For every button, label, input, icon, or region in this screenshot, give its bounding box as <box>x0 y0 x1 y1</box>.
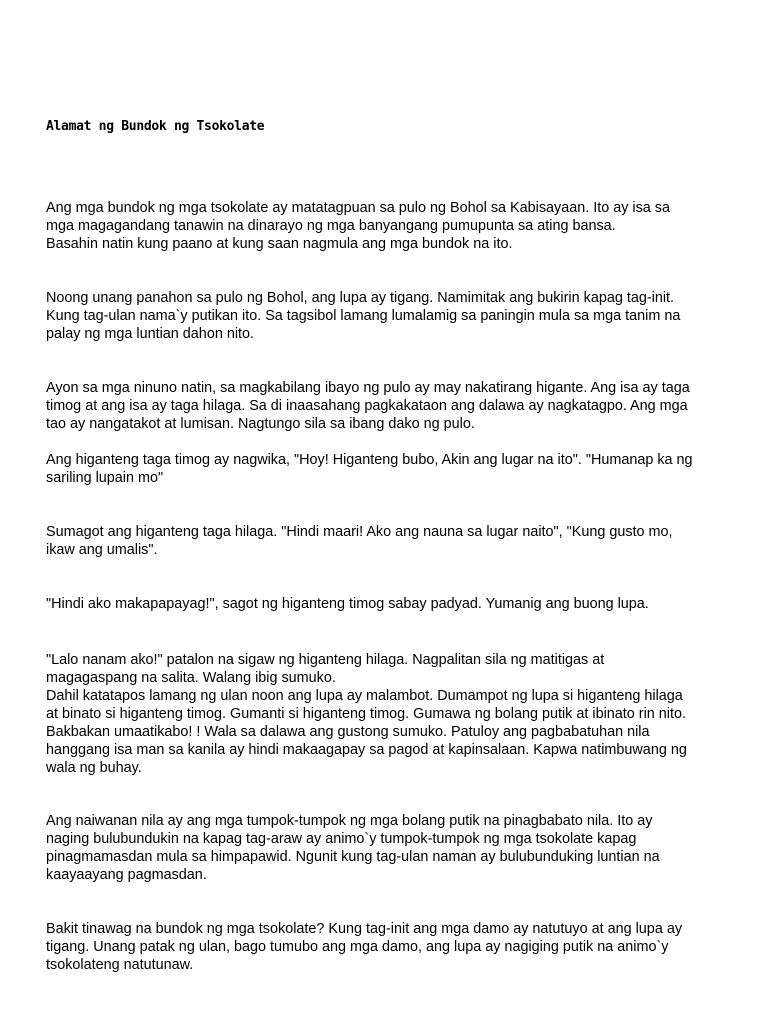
paragraph-line: Basahin natin kung paano at kung saan nagmula ang mga bundok na ito. <box>46 236 513 252</box>
paragraph-line: palay ng mga luntian dahon nito. <box>46 326 255 342</box>
paragraph-3 <box>46 379 736 433</box>
paragraph-line: "Lalo nanam ako!" patalon na sigaw ng higanteng hilaga. Nagpalitan sila ng matitigas at <box>46 652 605 668</box>
paragraph-line: Ayon sa mga ninuno natin, sa magkabilang ibayo ng pulo ay may nakatirang higante. Ang isa ay taga <box>46 380 690 396</box>
paragraph-9 <box>46 920 736 974</box>
paragraph-line: wala ng buhay. <box>46 760 142 776</box>
paragraph-line: ikaw ang umalis". <box>46 542 158 558</box>
paragraph-2 <box>46 289 736 343</box>
paragraph-line: Ang naiwanan nila ay ang mga tumpok-tumpok ng mga bolang putik na pinagbabato nila. Ito ay <box>46 813 653 829</box>
paragraph-line: Noong unang panahon sa pulo ng Bohol, ang lupa ay tigang. Namimitak ang bukirin kapag tag-init. <box>46 290 675 306</box>
paragraph-line: Bakit tinawag na bundok ng mga tsokolate? Kung tag-init ang mga damo ay natutuyo at ang lupa ay <box>46 921 683 937</box>
paragraph-line: tsokolateng natutunaw. <box>46 957 194 973</box>
paragraph-6 <box>46 595 736 613</box>
paragraph-line: kaayaayang pagmasdan. <box>46 867 207 883</box>
paragraph-line: naging bulubundukin na kapag tag-araw ay animo`y tumpok-tumpok ng mga tsokolate kapag <box>46 831 637 847</box>
paragraph-line: Kung tag-ulan nama`y putikan ito. Sa tagsibol lamang lumalamig sa paningin mula sa mga tanim na <box>46 308 681 324</box>
paragraph-line: "Hindi ako makapapayag!", sagot ng higanteng timog sabay padyad. Yumanig ang buong lupa. <box>46 596 649 612</box>
paragraph-line: sariling lupain mo" <box>46 470 164 486</box>
paragraph-line: hanggang isa man sa kanila ay hindi makaagapay sa pagod at kapinsalaan. Kapwa natimbuwang ng <box>46 742 687 758</box>
paragraph-line: Sumagot ang higanteng taga hilaga. "Hindi maari! Ako ang nauna sa lugar naito", "Kung gusto mo, <box>46 524 673 540</box>
paragraph-line: mga magagandang tanawin na dinarayo ng mga banyangang pumupunta sa ating bansa. <box>46 218 616 234</box>
paragraph-line: Ang higanteng taga timog ay nagwika, "Hoy! Higanteng bubo, Akin ang lugar na ito". "Humanap ka ng <box>46 452 693 468</box>
paragraph-5 <box>46 523 736 559</box>
paragraph-line: Ang mga bundok ng mga tsokolate ay matatagpuan sa pulo ng Bohol sa Kabisayaan. Ito ay isa sa <box>46 200 671 216</box>
document-title: Alamat ng Bundok ng Tsokolate <box>46 119 265 134</box>
paragraph-line: Dahil katatapos lamang ng ulan noon ang lupa ay malambot. Dumampot ng lupa si higanteng hilaga <box>46 688 683 704</box>
paragraph-8 <box>46 812 736 884</box>
paragraph-line: at binato si higanteng timog. Gumanti si higanteng timog. Gumawa ng bolang putik at ibinato rin nito. <box>46 706 686 722</box>
paragraph-line: pinagmamasdan mula sa himpapawid. Ngunit kung tag-ulan naman ay bulubunduking luntian na <box>46 849 660 865</box>
paragraph-line: tigang. Unang patak ng ulan, bago tumubo ang mga damo, ang lupa ay nagiging putik na animo`y <box>46 939 669 955</box>
paragraph-line: tao ay nangatakot at lumisan. Nagtungo sila sa ibang dako ng pulo. <box>46 416 475 432</box>
paragraph-7 <box>46 651 736 777</box>
paragraph-1 <box>46 199 736 253</box>
paragraph-line: timog at ang isa ay taga hilaga. Sa di inaasahang pagkakataon ang dalawa ay nagkatagpo. Ang mga <box>46 398 688 414</box>
paragraph-4 <box>46 451 736 487</box>
paragraph-line: magagaspang na salita. Walang ibig sumuko. <box>46 670 336 686</box>
paragraph-line: Bakbakan umaatikabo! ! Wala sa dalawa ang gustong sumuko. Patuloy ang pagbabatuhan nila <box>46 724 650 740</box>
